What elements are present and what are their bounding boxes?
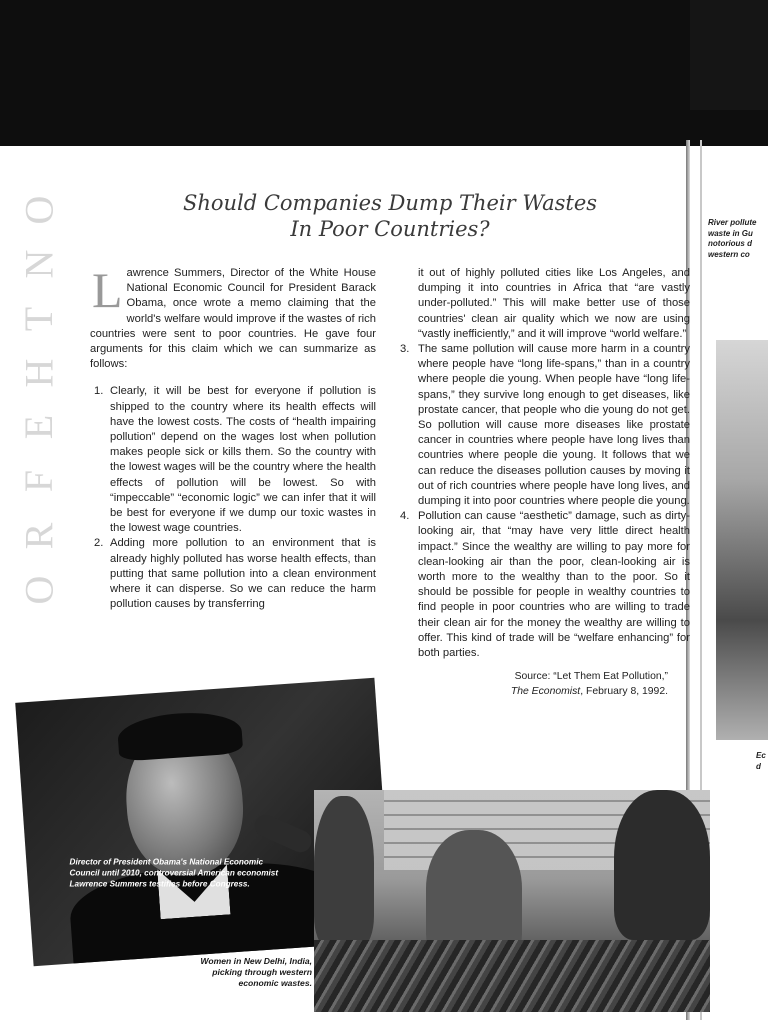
caption-line: d xyxy=(756,762,761,771)
source-date: , February 8, 1992. xyxy=(580,686,668,698)
margin-letter: R xyxy=(16,522,61,550)
caption-line: Director of President Obama's National Economic xyxy=(69,857,264,867)
argument-text: Adding more pollution to an environment that is already highly polluted has worse health effects, than putting that same pollution into a clean environment where it can disperse. So we can reduce the harm pollution causes by transferring xyxy=(110,537,376,611)
next-page-photo xyxy=(716,340,768,740)
argument-item xyxy=(398,509,690,661)
caption-line: waste in Gu xyxy=(708,228,753,238)
article-headline xyxy=(150,190,630,242)
margin-letter: T xyxy=(16,306,61,331)
headline-line-1: Should Companies Dump Their Wastes xyxy=(182,191,598,215)
argument-number: 2. xyxy=(94,537,104,550)
caption-line: economic wastes. xyxy=(238,978,312,988)
margin-letter: F xyxy=(16,470,61,493)
top-dark-band xyxy=(0,0,768,146)
photo1-caption xyxy=(70,856,330,889)
right-column xyxy=(398,266,690,700)
margin-letter: O xyxy=(15,575,61,605)
margin-letter: O xyxy=(15,195,61,225)
argument-number: 1. xyxy=(94,385,104,398)
argument-continuation: it out of highly polluted cities like Los Angeles, and dumping it into countries in Africa that “are vastly under-polluted.” This will make better use of those countries' clean air quality which we now are using “vastly inefficiently,” and it will improve “world welfare.” xyxy=(418,267,690,340)
next-page-top-band xyxy=(690,0,768,110)
intro-paragraph xyxy=(90,262,376,372)
arguments-list xyxy=(90,384,376,612)
intro-text: awrence Summers, Director of the White House National Economic Council for President Barack Obama, once wrote a memo claiming that the world's welfare would improve if the wastes of rich countries were sent to poor countries. He gave four arguments for this claim which we can summarize as follows: xyxy=(90,267,376,371)
margin-letter: H xyxy=(15,358,61,388)
source-publication: The Economist xyxy=(510,686,581,698)
next-page-caption xyxy=(708,218,768,260)
caption-line: River pollute xyxy=(708,218,757,227)
argument-text: Pollution can cause “aesthetic” damage, such as dirty-looking air, that “may have very little direct health impact.” Since the wealthy are willing to pay more for clean-looking air than the poor, clean-looking air is worth more to the wealthy than to the poor. So it should be possible for people in wealthy countries to find people in poor countries who are willing to trade their clean air for the money the wealthy are willing to offer. This kind of trade will be “welfare enhancing” for both parties. xyxy=(418,510,690,660)
argument-item xyxy=(90,384,376,536)
caption-line: picking through western xyxy=(212,967,312,977)
argument-number: 3. xyxy=(400,343,410,356)
arguments-list-continued xyxy=(398,342,690,661)
source-label: Source: “Let Them Eat Pollution,” xyxy=(514,671,668,683)
argument-item xyxy=(398,342,690,509)
photo-hair xyxy=(117,709,244,762)
caption-line: Women in New Delhi, India, xyxy=(200,956,312,966)
headline-line-2: In Poor Countries? xyxy=(290,217,490,241)
photo-person xyxy=(614,790,710,940)
caption-line: western co xyxy=(708,249,750,259)
argument-item xyxy=(90,536,376,612)
margin-letter: E xyxy=(16,414,61,440)
next-page-caption-2 xyxy=(756,750,768,772)
left-column xyxy=(90,262,376,612)
photo-person xyxy=(314,796,374,946)
drop-cap: L xyxy=(92,262,123,318)
caption-line: Ec xyxy=(756,751,766,760)
microphone-icon xyxy=(251,811,315,856)
argument-text: Clearly, it will be best for everyone if pollution is shipped to the country where its health effects will have the lowest costs. The costs of “health impairing pollution” depend on the wages lost when pollution makes people sick or kills them. So the country with the lowest wages will be the country where the health effects of pollution will be lowest. So with “impeccable” “economic logic” we can infer that it will be best for everyone if we dump our toxic wastes in the lowest wage countries. xyxy=(110,385,376,535)
margin-vertical-text xyxy=(14,190,64,610)
photo2-caption xyxy=(186,956,312,989)
argument-text: The same pollution will cause more harm in a country where people have “long life-spans,” than in a country where people die young. When people have “long life-spans,” they survive long enough to get diseases, like prostate cancer, that people who die young do not get. So pollution will cause more diseases like prostate cancer in countries where people have long lives than countries where people die young. It follows that we can reduce the diseases pollution causes by moving it out of rich countries where people have long lives, and dumping it into poor countries where people die young. xyxy=(418,343,690,508)
caption-line: Council until 2010, controversial American economist xyxy=(69,868,279,878)
source-citation xyxy=(398,669,690,699)
photo-new-delhi-waste xyxy=(314,790,710,1012)
argument-number: 4. xyxy=(400,510,410,523)
margin-letter: N xyxy=(15,249,61,279)
caption-line: notorious d xyxy=(708,239,752,248)
caption-line: Lawrence Summers testifies before Congress. xyxy=(69,879,250,889)
photo-waste-pile xyxy=(314,940,710,1012)
